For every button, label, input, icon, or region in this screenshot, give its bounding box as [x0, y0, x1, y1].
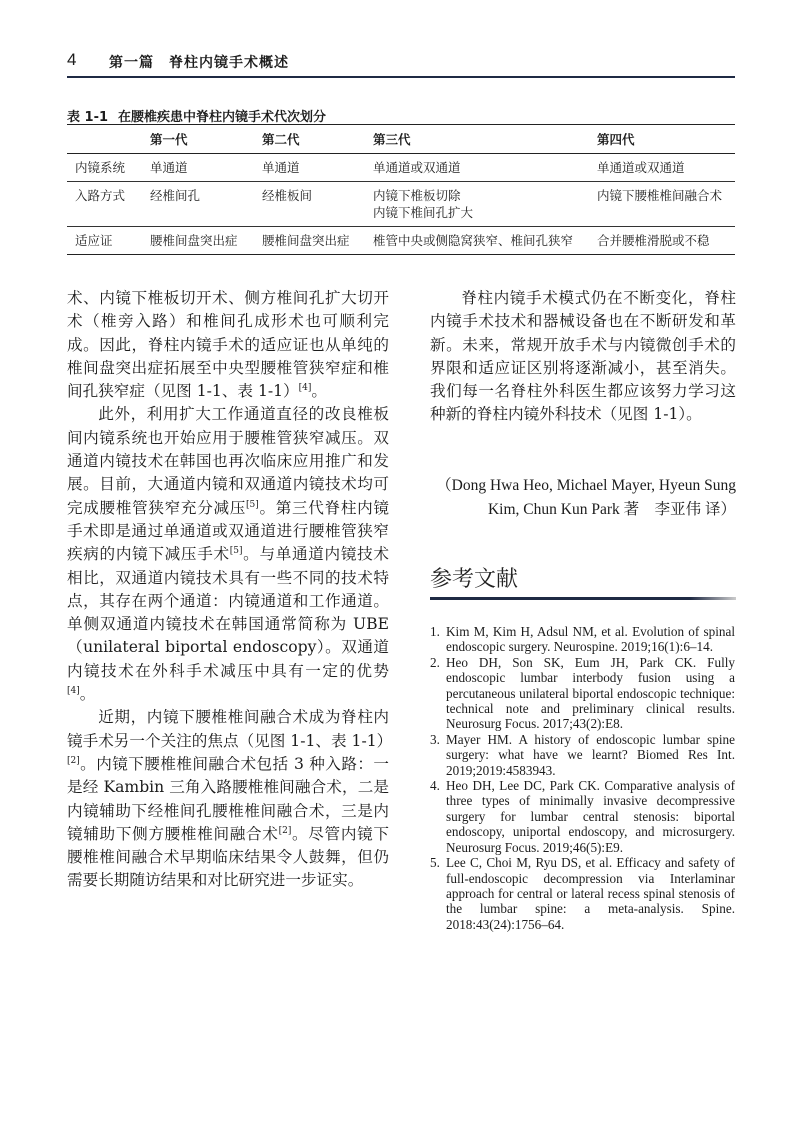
text: 。 [311, 382, 328, 401]
author-credit [430, 474, 736, 522]
table-caption [67, 106, 336, 125]
page-number: 4 [67, 50, 77, 69]
paragraph [67, 706, 393, 892]
table-cell: 单通道或双通道 [373, 154, 597, 182]
right-column [430, 287, 736, 427]
table-cell: 单通道或双通道 [597, 154, 735, 182]
running-header [67, 48, 735, 78]
table-cell: 经椎板间 [262, 182, 373, 227]
reference-number: 4. [430, 778, 440, 794]
table-header-cell: 第四代 [597, 125, 735, 154]
references-divider [430, 597, 736, 600]
table-header-cell: 第一代 [150, 125, 262, 154]
table-cell: 入路方式 [67, 182, 150, 227]
table-caption-label: 表 1-1 [67, 110, 109, 125]
reference-item [430, 778, 735, 855]
table-header-row [67, 125, 735, 154]
text: 此外，利用扩大工作通道直径的改良椎板间内镜系统也开始应用于腰椎管狭窄减压。双通道内镜技术在韩国也再次临床应用推广和发展。目前，大通道内镜和双通道内镜技术均可完成腰椎管狭窄充分减压 [67, 405, 389, 517]
reference-text: Kim M, Kim H, Adsul NM, et al. Evolution of spinal endoscopic surgery. Neurospine. 2019;16(1):6–14. [446, 624, 735, 655]
text: 。尽管内镜下腰椎椎间融合术早期临床结果令人鼓舞，但仍需要长期随访结果和对比研究进一步证实。 [67, 824, 389, 890]
table-row [67, 227, 735, 255]
table-header-cell [67, 125, 150, 154]
paragraph [67, 287, 389, 403]
reference-item [430, 732, 735, 778]
reference-list [430, 624, 735, 932]
reference-number: 2. [430, 654, 440, 670]
left-column [67, 287, 393, 893]
text: 。与单通道内镜技术相比，双通道内镜技术具有一些不同的技术特点，其存在两个通道：内镜通道和工作通道。单侧双通道内镜技术在韩国通常简称为 UBE（unilateral biportal endoscopy）。双通道内镜技术在外科手术减压中具有一定的优势 [67, 545, 389, 680]
reference-text: Mayer HM. A history of endoscopic lumbar spine surgery: what have we learnt? Biomed Res Int. 2019;2019:4583943. [446, 731, 735, 778]
citation: [2] [278, 825, 292, 836]
text: 。 [79, 685, 96, 704]
text: 。内镜下腰椎椎间融合术包括 3 种入路：一是经 Kambin 三角入路腰椎椎间融合术，二是内镜辅助下经椎间孔腰椎椎间融合术，三是内镜辅助下侧方腰椎椎间融合术 [67, 754, 389, 843]
table-cell: 适应证 [75, 233, 113, 248]
table-cell: 经椎间孔 [150, 182, 262, 227]
text: 术、内镜下椎板切开术、侧方椎间孔扩大切开术（椎旁入路）和椎间孔成形术也可顺利完成。因此，脊柱内镜手术的适应证也从单纯的椎间盘突出症拓展至中央型腰椎管狭窄症和椎间孔狭窄症（见图 1-1、表 1-1） [67, 289, 389, 401]
text: 。第三代脊柱内镜手术即是通过单通道或双通道进行腰椎管狭窄疾病的内镜下减压手术 [67, 498, 389, 564]
table-row [67, 154, 735, 182]
table-cell: 合并腰椎滑脱或不稳 [597, 233, 710, 248]
citation: [2] [67, 755, 80, 766]
table-header-cell: 第三代 [373, 125, 597, 154]
reference-text: Lee C, Choi M, Ryu DS, et al. Efficacy and safety of full-endoscopic decompression via Interlaminar approach for central or lateral recess spinal stenosis of the lumbar spine: a meta-analysis. Spine. 2018:43(24):1756–64. [446, 855, 735, 932]
reference-text: Heo DH, Son SK, Eum JH, Park CK. Fully endoscopic lumbar interbody fusion using a percutaneous unilateral biportal endoscopic technique: technical note and preliminary clinical results. Neurosurg Focus. 2017;43(2):E8. [446, 654, 735, 732]
citation: [5] [229, 546, 243, 557]
reference-number: 3. [430, 731, 440, 747]
reference-text: Heo DH, Lee DC, Park CK. Comparative analysis of three types of minimally invasive decompressive surgery for lumbar central stenosis: biportal endoscopy, uniportal endoscopy, and microsurgery. Neurosurg Focus. 2019;46(5):E9. [446, 778, 735, 855]
reference-item [430, 624, 735, 655]
paragraph [67, 403, 389, 706]
generation-table [67, 124, 735, 255]
citation: [4] [67, 685, 80, 696]
author-line: Kim, Chun Kun Park 著 李亚伟 译） [487, 501, 736, 518]
table-cell: 内镜下腰椎椎间融合术 [597, 182, 735, 227]
table-cell: 内镜下椎板切除 内镜下椎间孔扩大 [373, 182, 597, 227]
table-cell: 腰椎间盘突出症 [262, 233, 350, 248]
citation: [5] [246, 499, 259, 510]
reference-number: 1. [430, 624, 440, 639]
table-cell: 单通道 [262, 154, 373, 182]
table-caption-text: 在腰椎疾患中脊柱内镜手术代次划分 [118, 110, 327, 125]
table-cell: 单通道 [150, 154, 262, 182]
table-cell: 内镜系统 [67, 154, 150, 182]
author-line: （Dong Hwa Heo, Michael Mayer, Hyeun Sung [436, 477, 736, 494]
table-row [67, 182, 735, 227]
citation: [4] [298, 383, 312, 393]
table-cell: 椎管中央或侧隐窝狭窄、椎间孔狭窄 [373, 233, 574, 248]
paragraph: 脊柱内镜手术模式仍在不断变化，脊柱内镜手术技术和器械设备也在不断研发和革新。未来，常规开放手术与内镜微创手术的界限和适应证区别将逐渐减小，甚至消失。我们每一名脊柱外科医生都应该努力学习这种新的脊柱内镜外科技术（见图 1-1）。 [430, 289, 736, 424]
table-header-cell: 第二代 [262, 125, 373, 154]
reference-item [430, 855, 735, 932]
references-heading: 参考文献 [430, 567, 519, 592]
table-cell: 腰椎间盘突出症 [150, 233, 238, 248]
reference-number: 5. [430, 855, 440, 871]
reference-item [430, 655, 735, 732]
section-title: 第一篇 脊柱内镜手术概述 [109, 55, 289, 71]
text: 近期，内镜下腰椎椎间融合术成为脊柱内镜手术另一个关注的焦点（见图 1-1、表 1-1） [67, 708, 393, 750]
